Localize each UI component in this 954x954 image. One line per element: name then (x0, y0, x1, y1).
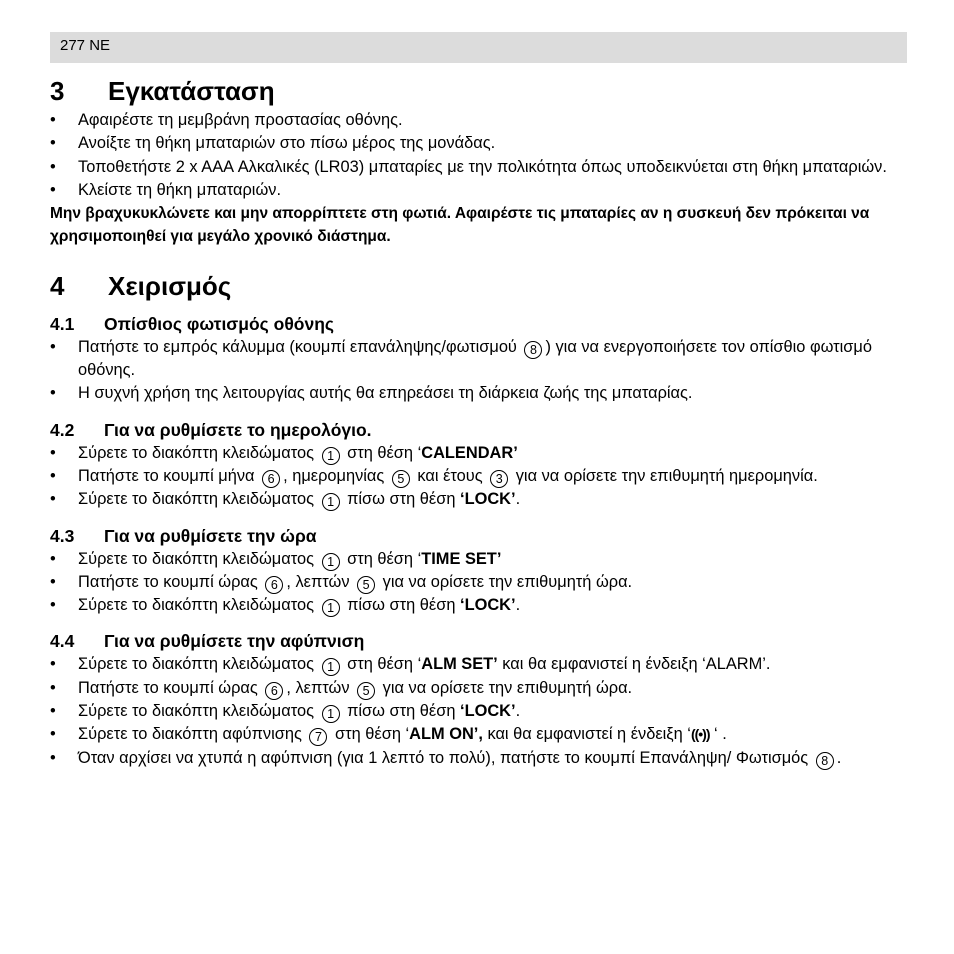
button-number-icon: 5 (392, 470, 410, 488)
button-number-icon: 1 (322, 493, 340, 511)
item-text: Σύρετε το διακόπτη κλειδώματος 1 στη θέση ‘TIME SET’ (78, 549, 502, 569)
bullet: • (50, 748, 56, 767)
item-text: Αφαιρέστε τη μεμβράνη προστασίας οθόνης. (78, 111, 403, 129)
item-text: Πατήστε το κουμπί ώρας 6 , λεπτών 5 για να ορίσετε την επιθυμητή ώρα. (78, 572, 633, 592)
bullet: • (50, 337, 56, 356)
calendar-list (50, 442, 910, 512)
item-text: Σύρετε το διακόπτη κλειδώματος 1 στη θέση ‘CALENDAR’ (78, 443, 518, 463)
item-text: Κλείστε τη θήκη μπαταριών. (78, 180, 281, 199)
button-number-icon: 7 (309, 728, 327, 746)
section-4-2-heading (50, 418, 910, 442)
button-number-icon: 8 (524, 341, 542, 359)
bullet: • (50, 490, 56, 509)
list-item (50, 594, 910, 617)
bullet: • (50, 111, 56, 129)
item-text: Σύρετε το διακόπτη κλειδώματος 1 πίσω στη θέση ‘LOCK’. (78, 596, 521, 616)
section-title: Για να ρυθμίσετε την αφύπνιση (104, 631, 365, 652)
list-item (50, 465, 910, 488)
list-item (50, 382, 910, 405)
button-number-icon: 1 (322, 705, 340, 723)
bullet: • (50, 655, 56, 674)
section-4-4-heading (50, 629, 910, 653)
section-number: 4.1 (50, 313, 75, 334)
item-text: Σύρετε το διακόπτη κλειδώματος 1 πίσω στη θέση ‘LOCK’. (78, 702, 521, 722)
item-text: Πατήστε το εμπρός κάλυμμα (κουμπί επανάληψης/φωτισμού 8 ) για να ενεργοποιήσετε τον οπίσθιο φωτισμό οθόνης. (78, 337, 872, 380)
item-text: Όταν αρχίσει να χτυπά η αφύπνιση (για 1 λεπτό το πολύ), πατήστε το κουμπί Επανάληψη/ Φωτισμός 8 . (78, 748, 842, 768)
bullet: • (50, 466, 56, 485)
button-number-icon: 3 (490, 470, 508, 488)
list-item (50, 109, 910, 132)
list-item (50, 179, 910, 202)
list-item (50, 677, 910, 700)
list-item (50, 442, 910, 465)
button-number-icon: 5 (357, 576, 375, 594)
button-number-icon: 1 (322, 447, 340, 465)
battery-warning: Μην βραχυκυκλώνετε και μην απορρίπτετε στη φωτιά. Αφαιρέστε τις μπαταρίες αν η συσκευή δεν πρόκειται να χρησιμοποιηθεί για μεγάλο χρονικό διάστημα. (50, 205, 870, 246)
item-text: Σύρετε το διακόπτη αφύπνισης 7 στη θέση ‘ALM ON’, και θα εμφανιστεί η ένδειξη ‘((•)) ‘ . (78, 725, 727, 745)
section-4-1-heading (50, 312, 910, 336)
section-number: 4 (50, 270, 65, 301)
section-title: Εγκατάσταση (108, 76, 275, 106)
item-text: Ανοίξτε τη θήκη μπαταριών στο πίσω μέρος της μονάδας. (78, 134, 496, 153)
install-list (50, 109, 910, 202)
list-item (50, 723, 910, 746)
bullet: • (50, 157, 56, 176)
button-number-icon: 6 (265, 682, 283, 700)
bullet: • (50, 134, 56, 153)
section-number: 4.2 (50, 419, 75, 440)
bullet: • (50, 572, 56, 591)
list-item (50, 700, 910, 723)
section-4-heading (50, 268, 910, 304)
item-text: Σύρετε το διακόπτη κλειδώματος 1 πίσω στη θέση ‘LOCK’. (78, 490, 521, 510)
bullet: • (50, 678, 56, 697)
header-bar (50, 32, 907, 63)
section-4-3-heading (50, 524, 910, 548)
list-item (50, 747, 910, 770)
section-title: Οπίσθιος φωτισμός οθόνης (104, 313, 334, 334)
bullet: • (50, 725, 56, 744)
section-title: Χειρισμός (108, 270, 232, 301)
bullet: • (50, 702, 56, 721)
list-item (50, 336, 910, 383)
section-number: 4.4 (50, 631, 75, 652)
alarm-list (50, 653, 910, 769)
bullet: • (50, 384, 56, 403)
section-number: 3 (50, 76, 65, 106)
button-number-icon: 1 (322, 658, 340, 676)
section-3-heading (50, 73, 910, 109)
manual-content (50, 73, 910, 770)
list-item (50, 548, 910, 571)
section-title: Για να ρυθμίσετε το ημερολόγιο. (104, 419, 372, 440)
item-text: Πατήστε το κουμπί μήνα 6 , ημερομηνίας 5 και έτους 3 για να ορίσετε την επιθυμητή ημερομηνία. (78, 466, 818, 486)
button-number-icon: 8 (816, 752, 834, 770)
section-number: 4.3 (50, 525, 75, 546)
item-text: Σύρετε το διακόπτη κλειδώματος 1 στη θέση ‘ALM SET’ και θα εμφανιστεί η ένδειξη ‘ALARM’. (78, 655, 771, 675)
button-number-icon: 6 (262, 470, 280, 488)
list-item (50, 488, 910, 511)
button-number-icon: 6 (265, 576, 283, 594)
bullet: • (50, 596, 56, 615)
button-number-icon: 1 (322, 553, 340, 571)
list-item (50, 571, 910, 594)
button-number-icon: 5 (357, 682, 375, 700)
section-title: Για να ρυθμίσετε την ώρα (104, 525, 317, 546)
alarm-icon: ((•)) (690, 726, 710, 743)
item-text: Πατήστε το κουμπί ώρας 6 , λεπτών 5 για να ορίσετε την επιθυμητή ώρα. (78, 678, 633, 698)
list-item (50, 653, 910, 676)
list-item (50, 132, 910, 155)
item-text: Τοποθετήστε 2 x AAA Αλκαλικές (LR03) μπαταρίες με την πολικότητα όπως υποδεικνύεται στη θήκη μπαταριών. (78, 157, 887, 176)
time-list (50, 548, 910, 618)
model-number: 277 NE (60, 37, 111, 54)
backlight-list (50, 336, 910, 406)
item-text: Η συχνή χρήση της λειτουργίας αυτής θα επηρεάσει τη διάρκεια ζωής της μπαταρίας. (78, 384, 693, 403)
bullet: • (50, 549, 56, 568)
list-item (50, 156, 910, 179)
button-number-icon: 1 (322, 599, 340, 617)
bullet: • (50, 180, 56, 199)
bullet: • (50, 443, 56, 462)
